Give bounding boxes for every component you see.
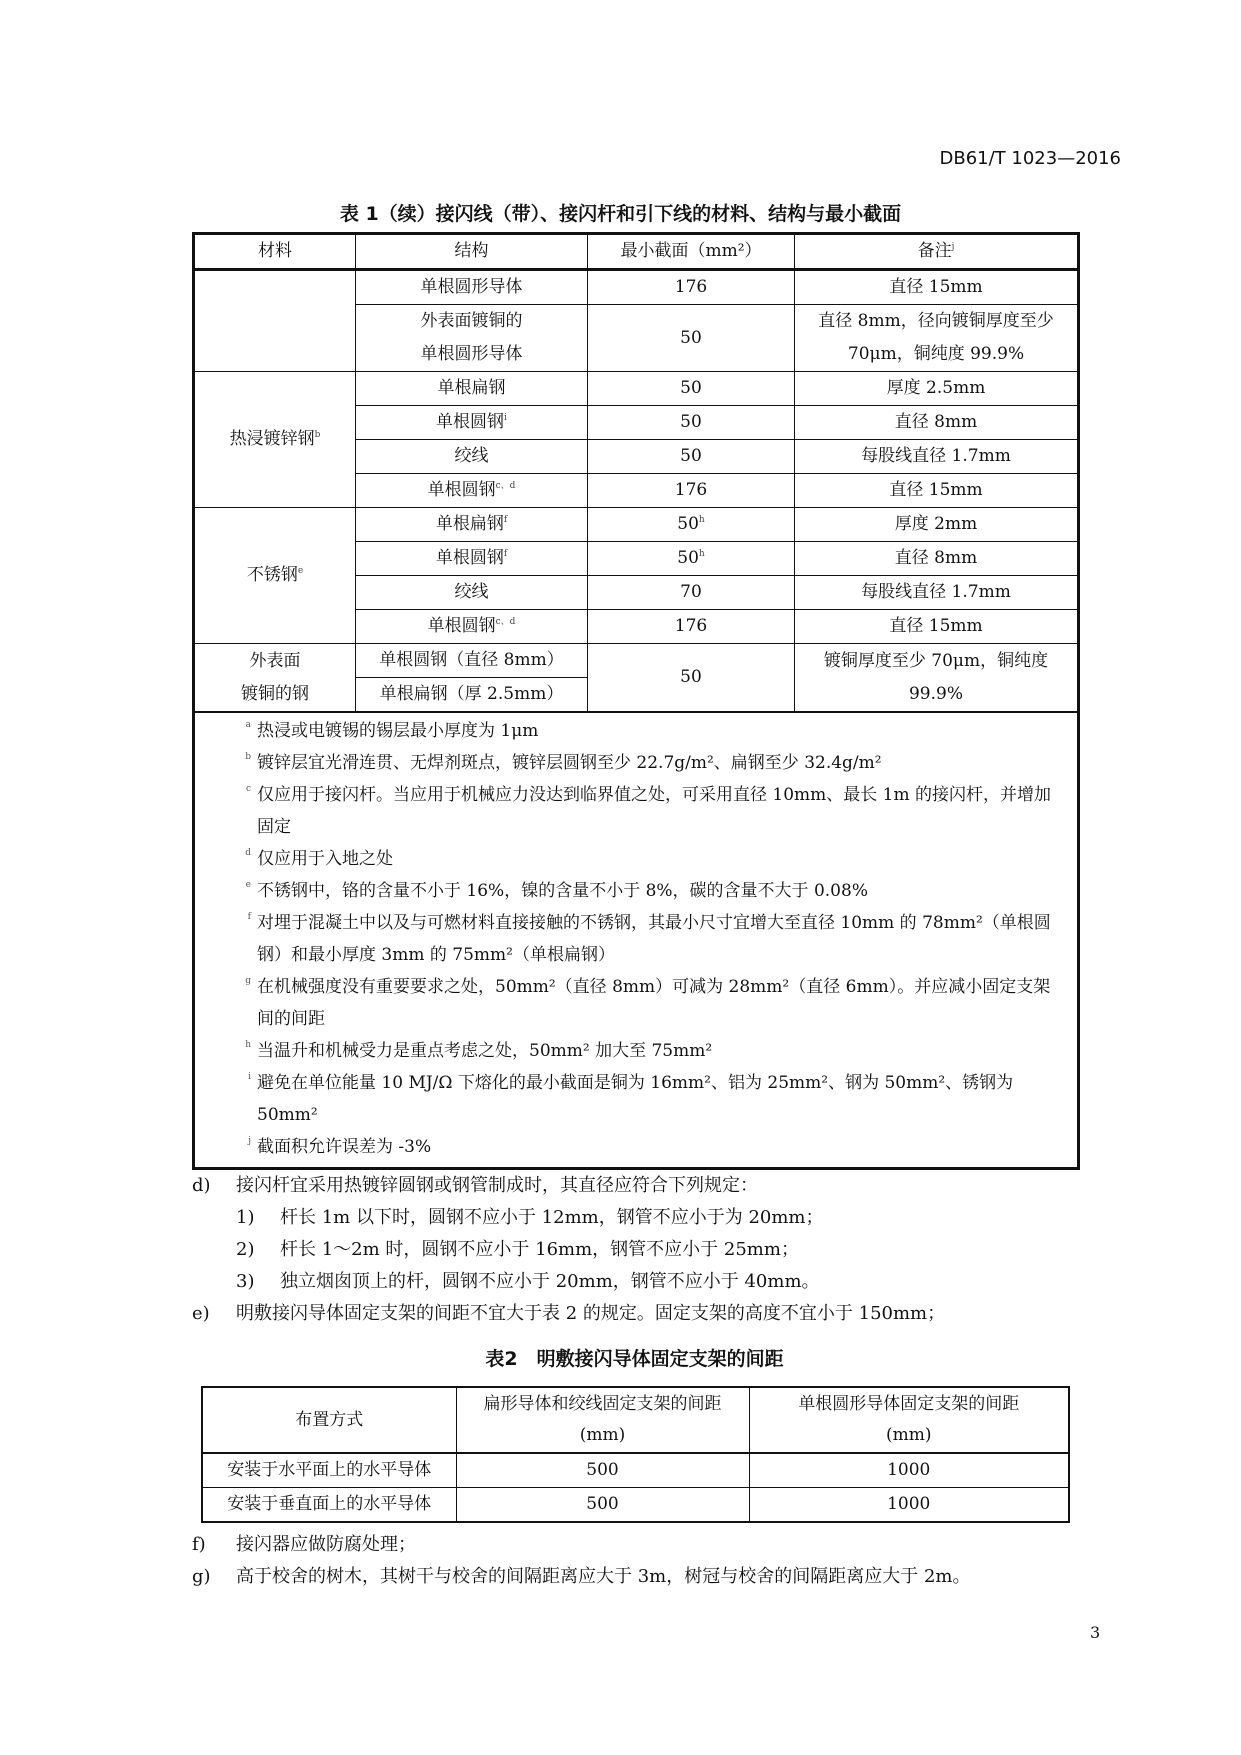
remark-cell: 厚度 2.5mm (795, 372, 1079, 406)
item-g-mark: g) (192, 1566, 211, 1587)
section-cell: 176 (588, 610, 795, 644)
arrangement-cell: 安装于垂直面上的水平导体 (202, 1488, 456, 1523)
page-number: 3 (1090, 1623, 1101, 1642)
item-d1-text: 杆长 1m 以下时，圆钢不应小于 12mm，钢管不应小于为 20mm； (280, 1207, 824, 1228)
section-cell: 50 (588, 440, 795, 474)
remark-cell: 每股线直径 1.7mm (795, 440, 1079, 474)
structure-cell: 单根圆钢（直径 8mm） (356, 644, 588, 678)
table-row (194, 644, 1079, 678)
remark-cell: 厚度 2mm (795, 508, 1079, 542)
header-remark: 备注$^j$ (795, 234, 1079, 270)
section-cell: 50 (588, 406, 795, 440)
section-cell: 176 (588, 474, 795, 508)
table1-notes (194, 712, 1079, 1169)
item-f-text: 接闪器应做防腐处理； (236, 1534, 416, 1555)
table2 (201, 1386, 1070, 1523)
item-d1 (192, 1202, 1077, 1234)
structure-cell: 绞线 (356, 440, 588, 474)
structure-cell: 单根圆钢$^{c、d}$ (356, 610, 588, 644)
section-cell: 50$^h$ (588, 542, 795, 576)
footnote: g 在机械强度没有重要要求之处，50mm²（直径 8mm）可减为 28mm²（直径 6mm）。并应减小固定支架间的间距 (245, 976, 1051, 1029)
remark-cell: 直径 8mm，径向镀铜厚度至少 70μm，铜纯度 99.9% (795, 305, 1079, 372)
header-material: 材料 (194, 234, 356, 270)
item-d-mark: d) (192, 1175, 211, 1196)
arrangement-cell: 安装于水平面上的水平导体 (202, 1453, 456, 1488)
table1-notes-row (194, 712, 1079, 1169)
table-row (194, 372, 1079, 406)
structure-cell: 单根圆形导体 (356, 270, 588, 305)
item-f (192, 1529, 1077, 1561)
item-d1-mark: 1) (236, 1207, 255, 1228)
item-e-text: 明敷接闪导体固定支架的间距不宜大于表 2 的规定。固定支架的高度不宜小于 150mm； (236, 1303, 946, 1324)
footnote: f 对埋于混凝土中以及与可燃材料直接接触的不锈钢，其最小尺寸宜增大至直径 10mm 的 78mm²（单根圆钢）和最小厚度 3mm 的 75mm²（单根扁钢） (247, 912, 1051, 965)
structure-cell: 单根圆钢$^i$ (356, 406, 588, 440)
item-d-text: 接闪杆宜采用热镀锌圆钢或钢管制成时，其直径应符合下列规定： (236, 1175, 758, 1196)
item-g (192, 1561, 1077, 1593)
table1 (192, 232, 1080, 1170)
remark-cell: 直径 8mm (795, 406, 1079, 440)
footnote: h 当温升和机械受力是重点考虑之处，50mm² 加大至 75mm² (245, 1040, 713, 1061)
item-f-mark: f) (192, 1534, 206, 1555)
structure-cell: 单根扁钢（厚 2.5mm） (356, 678, 588, 713)
remark-cell: 镀铜厚度至少 70μm，铜纯度 99.9% (795, 644, 1079, 713)
footnote: c 仅应用于接闪杆。当应用于机械应力没达到临界值之处，可采用直径 10mm、最长 1m 的接闪杆，并增加固定 (245, 784, 1052, 837)
section-cell: 176 (588, 270, 795, 305)
table1-title: 表 1（续）接闪线（带）、接闪杆和引下线的材料、结构与最小截面 (339, 203, 902, 225)
table-row (202, 1453, 1069, 1488)
item-d2 (192, 1234, 1077, 1266)
section-cell: 50 (588, 644, 795, 713)
page-body (192, 232, 1077, 1593)
structure-cell: 单根圆钢$^f$ (356, 542, 588, 576)
remark-cell: 直径 15mm (795, 270, 1079, 305)
section-cell: 50$^h$ (588, 508, 795, 542)
header-flat-spacing: 扁形导体和绞线固定支架的间距 (mm) (456, 1387, 749, 1453)
table2-title: 表2 明敷接闪导体固定支架的间距 (485, 1348, 784, 1370)
header-arrangement: 布置方式 (202, 1387, 456, 1453)
footnote: b 镀锌层宜光滑连贯、无焊剂斑点，镀锌层圆钢至少 22.7g/m²、扁钢至少 32.4g/m² (245, 752, 882, 773)
item-e (192, 1298, 1077, 1330)
table-row (202, 1488, 1069, 1523)
material-cell (194, 270, 356, 372)
footnote: i 避免在单位能量 10 MJ/Ω 下熔化的最小截面是铜为 16mm²、铝为 25mm²、钢为 50mm²、锈钢为 50mm² (248, 1072, 1014, 1125)
item-g-text: 高于校舍的树木，其树干与校舍的间隔距离应大于 3m，树冠与校舍的间隔距离应大于 2m。 (236, 1566, 971, 1587)
material-cell: 不锈钢$^e$ (194, 508, 356, 644)
header-round-spacing: 单根圆形导体固定支架的间距 (mm) (749, 1387, 1069, 1453)
table-row (194, 508, 1079, 542)
header-min-section: 最小截面（mm²） (588, 234, 795, 270)
item-d (192, 1170, 1077, 1202)
item-e-mark: e) (192, 1303, 210, 1324)
item-d2-text: 杆长 1～2m 时，圆钢不应小于 16mm，钢管不应小于 25mm； (280, 1239, 799, 1260)
section-cell: 70 (588, 576, 795, 610)
section-cell: 50 (588, 305, 795, 372)
material-cell: 热浸镀锌钢$^b$ (194, 372, 356, 508)
item-d3-mark: 3) (236, 1271, 255, 1292)
table1-header-row (194, 234, 1079, 270)
footnote: j 截面积允许误差为 -3% (248, 1136, 432, 1157)
item-d2-mark: 2) (236, 1239, 255, 1260)
round-spacing-cell: 1000 (749, 1453, 1069, 1488)
structure-cell: 单根圆钢$^{c、d}$ (356, 474, 588, 508)
document-code: DB61/T 1023—2016 (939, 148, 1121, 169)
structure-cell: 单根扁钢$^f$ (356, 508, 588, 542)
remark-cell: 直径 15mm (795, 610, 1079, 644)
round-spacing-cell: 1000 (749, 1488, 1069, 1523)
table2-header-row (202, 1387, 1069, 1453)
footnote: a 热浸或电镀锡的锡层最小厚度为 1μm (245, 720, 539, 741)
item-d3 (192, 1266, 1077, 1298)
remark-cell: 直径 8mm (795, 542, 1079, 576)
header-structure: 结构 (356, 234, 588, 270)
table-row (194, 270, 1079, 305)
footnote: d 仅应用于入地之处 (245, 848, 393, 869)
remark-cell: 每股线直径 1.7mm (795, 576, 1079, 610)
section-cell: 50 (588, 372, 795, 406)
flat-spacing-cell: 500 (456, 1488, 749, 1523)
structure-cell: 绞线 (356, 576, 588, 610)
footnote: e 不锈钢中，铬的含量不小于 16%，镍的含量不小于 8%，碳的含量不大于 0.08% (245, 880, 868, 901)
structure-cell: 单根扁钢 (356, 372, 588, 406)
structure-cell: 外表面镀铜的 单根圆形导体 (356, 305, 588, 372)
material-cell: 外表面 镀铜的钢 (194, 644, 356, 713)
flat-spacing-cell: 500 (456, 1453, 749, 1488)
remark-cell: 直径 15mm (795, 474, 1079, 508)
item-d3-text: 独立烟囱顶上的杆，圆钢不应小于 20mm，钢管不应小于 40mm。 (280, 1271, 820, 1292)
